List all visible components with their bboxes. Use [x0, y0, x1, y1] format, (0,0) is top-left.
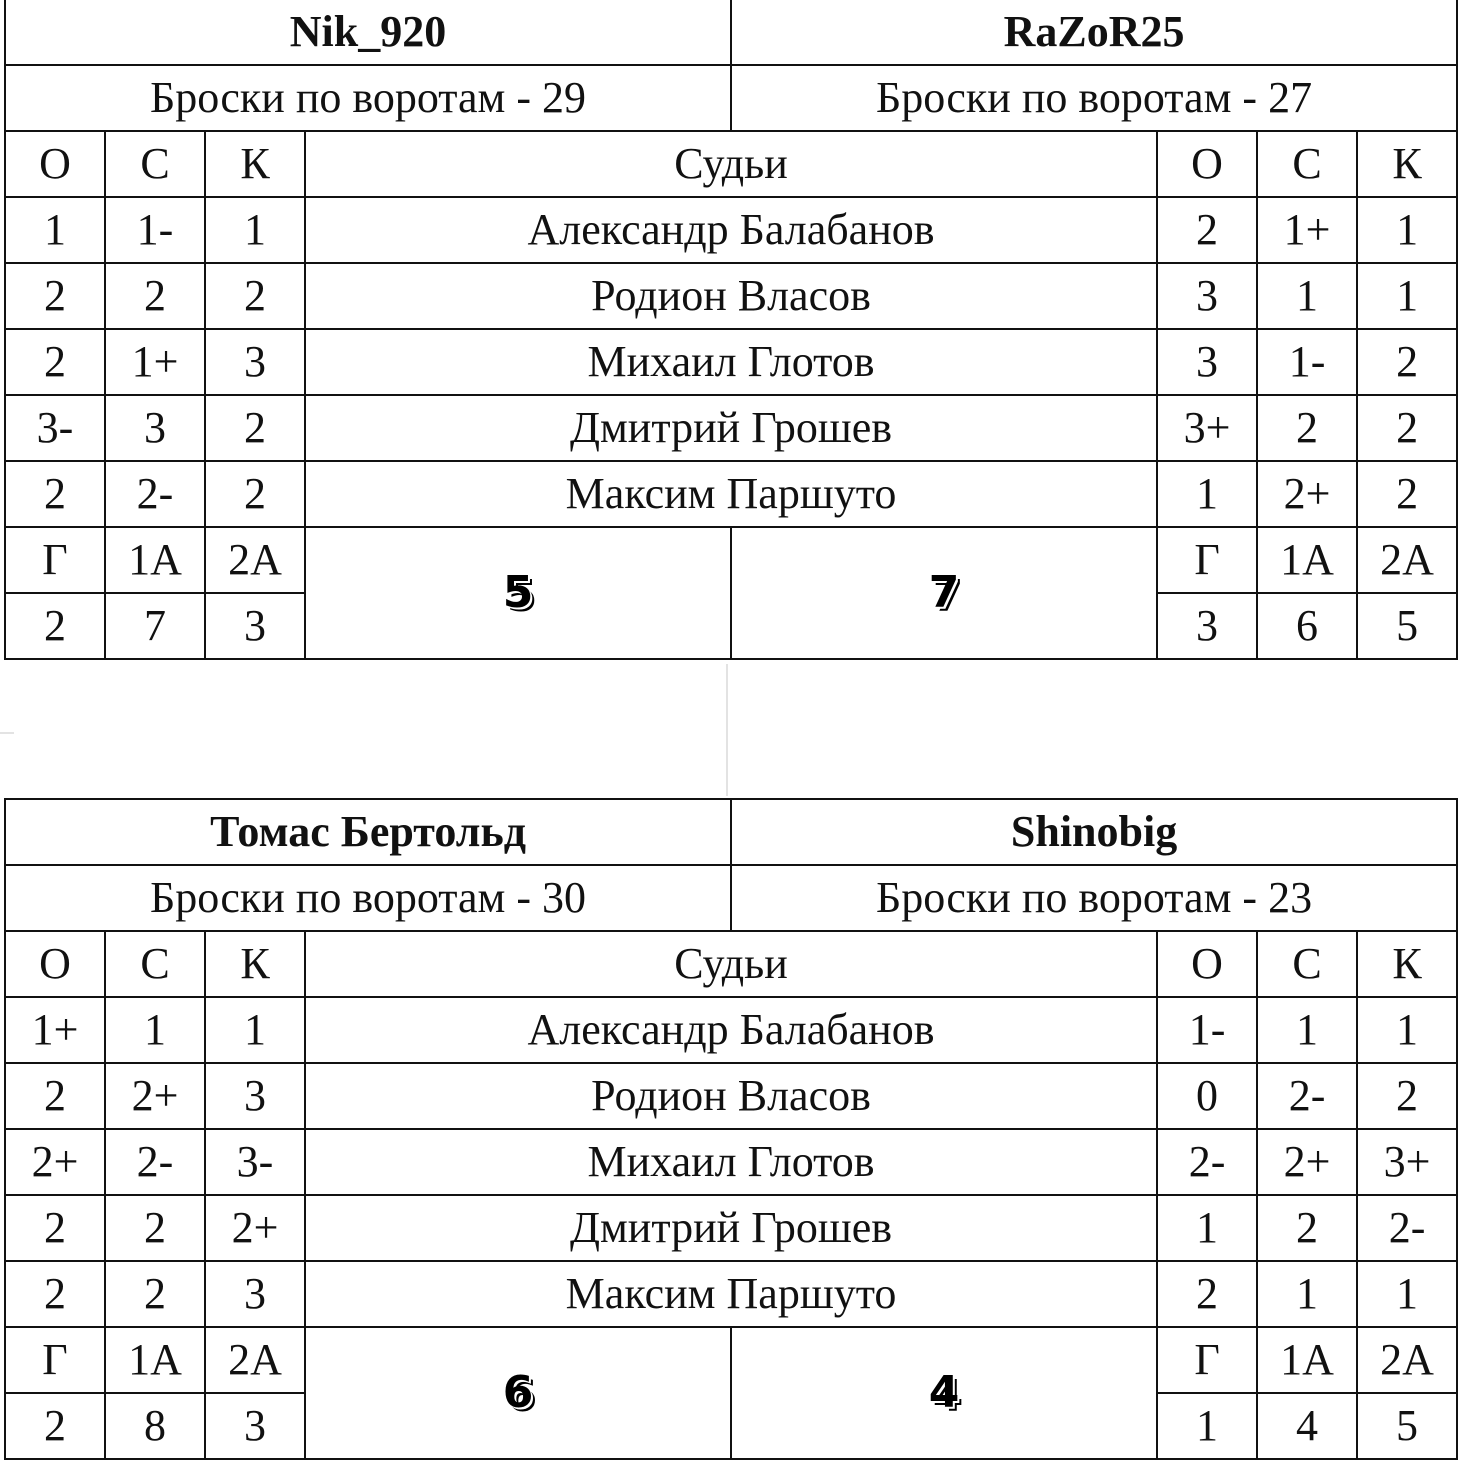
- left-score-cell: 2: [205, 395, 305, 461]
- right-shots-on-goal: Броски по воротам - 27: [731, 65, 1457, 131]
- label-g: Г: [1157, 1327, 1257, 1393]
- left-score-cell: 2: [105, 263, 205, 329]
- right-score-cell: 2: [1357, 1063, 1457, 1129]
- judge-row: [5, 1261, 1457, 1327]
- right-score-cell: 3+: [1157, 395, 1257, 461]
- right-total-cell: 5: [1357, 1393, 1457, 1459]
- left-score-cell: 3-: [5, 395, 105, 461]
- left-final-score: 6: [305, 1327, 731, 1459]
- right-score-cell: 2-: [1357, 1195, 1457, 1261]
- left-score-cell: 1: [5, 197, 105, 263]
- judge-row: [5, 395, 1457, 461]
- judge-name: Максим Паршуто: [305, 461, 1157, 527]
- left-score-cell: 1: [105, 997, 205, 1063]
- right-final-score: 7: [731, 527, 1157, 659]
- right-team-name: Shinobig: [731, 799, 1457, 865]
- left-score-cell: 2: [5, 263, 105, 329]
- right-team-name: RaZoR25: [731, 0, 1457, 65]
- col-header-s: С: [105, 131, 205, 197]
- label-1a: 1А: [1257, 1327, 1357, 1393]
- right-score-cell: 2+: [1257, 461, 1357, 527]
- judge-name: Александр Балабанов: [305, 197, 1157, 263]
- right-score-cell: 1: [1357, 197, 1457, 263]
- col-header-k: К: [205, 931, 305, 997]
- right-score-cell: 1: [1257, 263, 1357, 329]
- col-header-o: О: [5, 131, 105, 197]
- right-final-score: 4: [731, 1327, 1157, 1459]
- label-g: Г: [5, 1327, 105, 1393]
- judge-row: [5, 1195, 1457, 1261]
- left-score-cell: 3: [205, 1063, 305, 1129]
- judge-row: [5, 263, 1457, 329]
- col-header-o: О: [5, 931, 105, 997]
- left-team-name: Томас Бертольд: [5, 799, 731, 865]
- right-score-cell: 3: [1157, 329, 1257, 395]
- label-1a: 1А: [105, 527, 205, 593]
- left-score-cell: 1+: [105, 329, 205, 395]
- left-score-cell: 3: [205, 1261, 305, 1327]
- left-score-cell: 2-: [105, 1129, 205, 1195]
- right-score-cell: 1: [1157, 461, 1257, 527]
- right-score-cell: 2: [1357, 461, 1457, 527]
- left-score-cell: 2: [5, 461, 105, 527]
- right-total-cell: 5: [1357, 593, 1457, 659]
- left-score-cell: 3-: [205, 1129, 305, 1195]
- right-score-cell: 3: [1157, 263, 1257, 329]
- right-score-cell: 1: [1257, 1261, 1357, 1327]
- left-score-cell: 2: [5, 1195, 105, 1261]
- right-score-cell: 1-: [1257, 329, 1357, 395]
- judge-row: [5, 197, 1457, 263]
- col-header-s: С: [105, 931, 205, 997]
- judge-name: Максим Паршуто: [305, 1261, 1157, 1327]
- right-score-cell: 2: [1257, 395, 1357, 461]
- left-final-score: 5: [305, 527, 731, 659]
- label-1a: 1А: [1257, 527, 1357, 593]
- label-2a: 2А: [1357, 527, 1457, 593]
- sheet-gap: [0, 664, 1460, 796]
- judge-row: [5, 329, 1457, 395]
- left-total-cell: 7: [105, 593, 205, 659]
- left-team-name: Nik_920: [5, 0, 731, 65]
- label-2a: 2А: [205, 1327, 305, 1393]
- left-score-cell: 1-: [105, 197, 205, 263]
- right-score-cell: 2-: [1157, 1129, 1257, 1195]
- judge-name: Дмитрий Грошев: [305, 1195, 1157, 1261]
- left-score-cell: 2+: [105, 1063, 205, 1129]
- match-table: [4, 798, 1458, 1460]
- left-score-cell: 2: [5, 1261, 105, 1327]
- col-header-o: О: [1157, 931, 1257, 997]
- left-score-cell: 2+: [5, 1129, 105, 1195]
- col-header-s: С: [1257, 931, 1357, 997]
- judge-name: Александр Балабанов: [305, 997, 1157, 1063]
- right-shots-on-goal: Броски по воротам - 23: [731, 865, 1457, 931]
- right-score-cell: 1: [1257, 997, 1357, 1063]
- right-total-cell: 1: [1157, 1393, 1257, 1459]
- left-score-cell: 2: [5, 1063, 105, 1129]
- right-score-cell: 2: [1157, 1261, 1257, 1327]
- right-score-cell: 1-: [1157, 997, 1257, 1063]
- judges-header: Судьи: [305, 931, 1157, 997]
- right-total-cell: 4: [1257, 1393, 1357, 1459]
- left-shots-on-goal: Броски по воротам - 30: [5, 865, 731, 931]
- col-header-k: К: [1357, 931, 1457, 997]
- right-score-cell: 2: [1157, 197, 1257, 263]
- left-score-cell: 2+: [205, 1195, 305, 1261]
- left-score-cell: 2: [205, 263, 305, 329]
- judge-row: [5, 1063, 1457, 1129]
- judge-name: Дмитрий Грошев: [305, 395, 1157, 461]
- judges-header: Судьи: [305, 131, 1157, 197]
- left-score-cell: 3: [205, 329, 305, 395]
- right-score-cell: 0: [1157, 1063, 1257, 1129]
- right-score-cell: 1: [1357, 263, 1457, 329]
- col-header-k: К: [205, 131, 305, 197]
- right-score-cell: 1: [1357, 997, 1457, 1063]
- left-total-cell: 2: [5, 1393, 105, 1459]
- right-score-cell: 1: [1357, 1261, 1457, 1327]
- right-score-cell: 3+: [1357, 1129, 1457, 1195]
- label-2a: 2А: [1357, 1327, 1457, 1393]
- left-score-cell: 1: [205, 997, 305, 1063]
- right-score-cell: 2+: [1257, 1129, 1357, 1195]
- left-total-cell: 3: [205, 1393, 305, 1459]
- right-total-cell: 3: [1157, 593, 1257, 659]
- left-shots-on-goal: Броски по воротам - 29: [5, 65, 731, 131]
- left-score-cell: 2-: [105, 461, 205, 527]
- label-g: Г: [5, 527, 105, 593]
- label-2a: 2А: [205, 527, 305, 593]
- left-score-cell: 2: [105, 1195, 205, 1261]
- match-table: [4, 0, 1458, 660]
- judge-name: Михаил Глотов: [305, 329, 1157, 395]
- left-total-cell: 3: [205, 593, 305, 659]
- right-score-cell: 1+: [1257, 197, 1357, 263]
- left-score-cell: 2: [105, 1261, 205, 1327]
- judge-name: Михаил Глотов: [305, 1129, 1157, 1195]
- right-score-cell: 1: [1157, 1195, 1257, 1261]
- col-header-s: С: [1257, 131, 1357, 197]
- judge-name: Родион Власов: [305, 263, 1157, 329]
- left-score-cell: 3: [105, 395, 205, 461]
- left-total-cell: 2: [5, 593, 105, 659]
- left-score-cell: 1+: [5, 997, 105, 1063]
- right-score-cell: 2: [1357, 395, 1457, 461]
- left-score-cell: 2: [5, 329, 105, 395]
- left-score-cell: 2: [205, 461, 305, 527]
- col-header-o: О: [1157, 131, 1257, 197]
- label-1a: 1А: [105, 1327, 205, 1393]
- judge-row: [5, 461, 1457, 527]
- right-total-cell: 6: [1257, 593, 1357, 659]
- judge-name: Родион Власов: [305, 1063, 1157, 1129]
- judge-row: [5, 1129, 1457, 1195]
- col-header-k: К: [1357, 131, 1457, 197]
- left-score-cell: 1: [205, 197, 305, 263]
- right-score-cell: 2: [1357, 329, 1457, 395]
- left-total-cell: 8: [105, 1393, 205, 1459]
- right-score-cell: 2: [1257, 1195, 1357, 1261]
- right-score-cell: 2-: [1257, 1063, 1357, 1129]
- judge-row: [5, 997, 1457, 1063]
- label-g: Г: [1157, 527, 1257, 593]
